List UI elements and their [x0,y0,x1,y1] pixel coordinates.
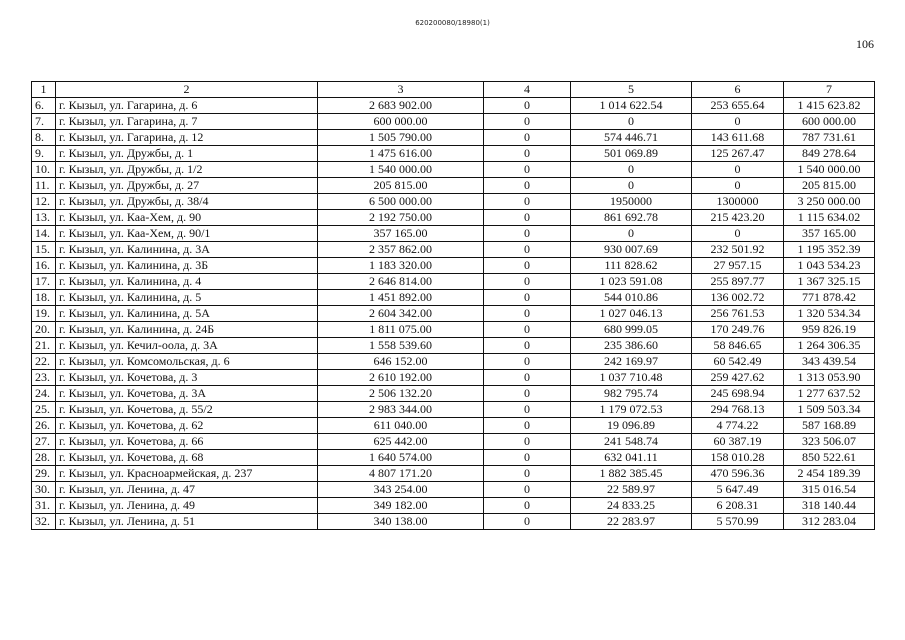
address-cell: г. Кызыл, ул. Калинина, д. 3А [56,242,318,258]
value-col6-cell: 4 774.22 [692,418,784,434]
value-col3-cell: 2 604 342.00 [318,306,484,322]
value-col4-cell: 0 [484,178,571,194]
value-col3-cell: 205 815.00 [318,178,484,194]
value-col3-cell: 2 192 750.00 [318,210,484,226]
value-col6-cell: 215 423.20 [692,210,784,226]
row-number-cell: 32. [32,514,56,530]
value-col3-cell: 1 540 000.00 [318,162,484,178]
table-body [32,98,875,530]
value-col3-cell: 1 811 075.00 [318,322,484,338]
value-col4-cell: 0 [484,450,571,466]
value-col6-cell: 136 002.72 [692,290,784,306]
value-col7-cell: 2 454 189.39 [784,466,875,482]
row-number-cell: 26. [32,418,56,434]
value-col4-cell: 0 [484,258,571,274]
value-col3-cell: 349 182.00 [318,498,484,514]
header-cell: 6 [692,82,784,98]
value-col5-cell: 1 023 591.08 [571,274,692,290]
value-col5-cell: 24 833.25 [571,498,692,514]
row-number-cell: 25. [32,402,56,418]
value-col6-cell: 0 [692,226,784,242]
address-cell: г. Кызыл, ул. Калинина, д. 5А [56,306,318,322]
header-cell: 4 [484,82,571,98]
row-number-cell: 16. [32,258,56,274]
table-row [32,498,875,514]
value-col7-cell: 1 415 623.82 [784,98,875,114]
table-row [32,114,875,130]
value-col5-cell: 1950000 [571,194,692,210]
value-col6-cell: 5 570.99 [692,514,784,530]
value-col4-cell: 0 [484,498,571,514]
table-row [32,370,875,386]
row-number-cell: 20. [32,322,56,338]
value-col7-cell: 318 140.44 [784,498,875,514]
value-col4-cell: 0 [484,386,571,402]
value-col6-cell: 1300000 [692,194,784,210]
row-number-cell: 31. [32,498,56,514]
value-col5-cell: 235 386.60 [571,338,692,354]
value-col6-cell: 0 [692,162,784,178]
row-number-cell: 8. [32,130,56,146]
data-table [31,81,875,530]
page-number: 106 [856,37,874,51]
value-col3-cell: 1 640 574.00 [318,450,484,466]
table-row [32,466,875,482]
row-number-cell: 11. [32,178,56,194]
header-row [32,82,875,98]
value-col5-cell: 242 169.97 [571,354,692,370]
table-row [32,130,875,146]
address-cell: г. Кызыл, ул. Дружбы, д. 27 [56,178,318,194]
table-row [32,194,875,210]
value-col6-cell: 58 846.65 [692,338,784,354]
value-col3-cell: 2 610 192.00 [318,370,484,386]
value-col6-cell: 125 267.47 [692,146,784,162]
address-cell: г. Кызыл, ул. Ленина, д. 51 [56,514,318,530]
value-col3-cell: 611 040.00 [318,418,484,434]
table-row [32,162,875,178]
value-col4-cell: 0 [484,194,571,210]
value-col6-cell: 259 427.62 [692,370,784,386]
address-cell: г. Кызыл, ул. Кочетова, д. 55/2 [56,402,318,418]
address-cell: г. Кызыл, ул. Гагарина, д. 7 [56,114,318,130]
address-cell: г. Кызыл, ул. Кечил-оола, д. 3А [56,338,318,354]
value-col4-cell: 0 [484,370,571,386]
value-col7-cell: 787 731.61 [784,130,875,146]
row-number-cell: 9. [32,146,56,162]
address-cell: г. Кызыл, ул. Дружбы, д. 1/2 [56,162,318,178]
value-col5-cell: 241 548.74 [571,434,692,450]
value-col7-cell: 1 320 534.34 [784,306,875,322]
value-col5-cell: 544 010.86 [571,290,692,306]
row-number-cell: 14. [32,226,56,242]
value-col6-cell: 245 698.94 [692,386,784,402]
table-row [32,306,875,322]
table-row [32,258,875,274]
value-col7-cell: 323 506.07 [784,434,875,450]
value-col4-cell: 0 [484,418,571,434]
address-cell: г. Кызыл, ул. Каа-Хем, д. 90 [56,210,318,226]
value-col4-cell: 0 [484,162,571,178]
row-number-cell: 12. [32,194,56,210]
value-col4-cell: 0 [484,466,571,482]
value-col5-cell: 19 096.89 [571,418,692,434]
value-col7-cell: 1 115 634.02 [784,210,875,226]
value-col4-cell: 0 [484,402,571,418]
table-row [32,434,875,450]
value-col4-cell: 0 [484,226,571,242]
address-cell: г. Кызыл, ул. Дружбы, д. 1 [56,146,318,162]
value-col3-cell: 600 000.00 [318,114,484,130]
row-number-cell: 13. [32,210,56,226]
value-col7-cell: 959 826.19 [784,322,875,338]
value-col4-cell: 0 [484,130,571,146]
header-cell: 7 [784,82,875,98]
table-row [32,226,875,242]
row-number-cell: 27. [32,434,56,450]
value-col6-cell: 0 [692,178,784,194]
value-col5-cell: 1 179 072.53 [571,402,692,418]
address-cell: г. Кызыл, ул. Гагарина, д. 6 [56,98,318,114]
value-col6-cell: 470 596.36 [692,466,784,482]
value-col7-cell: 600 000.00 [784,114,875,130]
value-col7-cell: 1 367 325.15 [784,274,875,290]
table-row [32,418,875,434]
value-col3-cell: 6 500 000.00 [318,194,484,210]
value-col7-cell: 1 264 306.35 [784,338,875,354]
value-col3-cell: 646 152.00 [318,354,484,370]
value-col5-cell: 111 828.62 [571,258,692,274]
value-col6-cell: 256 761.53 [692,306,784,322]
value-col4-cell: 0 [484,322,571,338]
table-row [32,450,875,466]
value-col4-cell: 0 [484,354,571,370]
value-col4-cell: 0 [484,434,571,450]
value-col6-cell: 5 647.49 [692,482,784,498]
value-col4-cell: 0 [484,114,571,130]
value-col5-cell: 0 [571,114,692,130]
value-col3-cell: 2 506 132.20 [318,386,484,402]
value-col5-cell: 1 014 622.54 [571,98,692,114]
value-col4-cell: 0 [484,146,571,162]
table-row [32,338,875,354]
value-col7-cell: 1 509 503.34 [784,402,875,418]
value-col6-cell: 253 655.64 [692,98,784,114]
value-col6-cell: 255 897.77 [692,274,784,290]
address-cell: г. Кызыл, ул. Комсомольская, д. 6 [56,354,318,370]
value-col4-cell: 0 [484,482,571,498]
table-row [32,322,875,338]
value-col3-cell: 4 807 171.20 [318,466,484,482]
value-col4-cell: 0 [484,210,571,226]
value-col7-cell: 343 439.54 [784,354,875,370]
header-cell: 5 [571,82,692,98]
row-number-cell: 24. [32,386,56,402]
value-col3-cell: 1 505 790.00 [318,130,484,146]
value-col5-cell: 501 069.89 [571,146,692,162]
address-cell: г. Кызыл, ул. Кочетова, д. 3А [56,386,318,402]
row-number-cell: 29. [32,466,56,482]
value-col6-cell: 6 208.31 [692,498,784,514]
value-col7-cell: 850 522.61 [784,450,875,466]
value-col3-cell: 625 442.00 [318,434,484,450]
address-cell: г. Кызыл, ул. Калинина, д. 4 [56,274,318,290]
value-col5-cell: 0 [571,178,692,194]
value-col3-cell: 1 558 539.60 [318,338,484,354]
row-number-cell: 10. [32,162,56,178]
row-number-cell: 21. [32,338,56,354]
table-row [32,242,875,258]
value-col5-cell: 632 041.11 [571,450,692,466]
value-col5-cell: 1 037 710.48 [571,370,692,386]
value-col5-cell: 930 007.69 [571,242,692,258]
document-id: 620200080/18980(1) [415,19,490,27]
value-col5-cell: 0 [571,226,692,242]
table-row [32,210,875,226]
value-col3-cell: 2 646 814.00 [318,274,484,290]
table-row [32,146,875,162]
value-col7-cell: 587 168.89 [784,418,875,434]
table-row [32,274,875,290]
address-cell: г. Кызыл, ул. Дружбы, д. 38/4 [56,194,318,210]
value-col4-cell: 0 [484,274,571,290]
table-row [32,482,875,498]
row-number-cell: 23. [32,370,56,386]
address-cell: г. Кызыл, ул. Кочетова, д. 66 [56,434,318,450]
value-col7-cell: 312 283.04 [784,514,875,530]
value-col5-cell: 22 283.97 [571,514,692,530]
row-number-cell: 30. [32,482,56,498]
value-col4-cell: 0 [484,242,571,258]
table-row [32,402,875,418]
address-cell: г. Кызыл, ул. Гагарина, д. 12 [56,130,318,146]
value-col6-cell: 158 010.28 [692,450,784,466]
address-cell: г. Кызыл, ул. Калинина, д. 24Б [56,322,318,338]
row-number-cell: 28. [32,450,56,466]
address-cell: г. Кызыл, ул. Ленина, д. 49 [56,498,318,514]
value-col3-cell: 340 138.00 [318,514,484,530]
value-col5-cell: 574 446.71 [571,130,692,146]
address-cell: г. Кызыл, ул. Кочетова, д. 68 [56,450,318,466]
value-col7-cell: 1 313 053.90 [784,370,875,386]
value-col3-cell: 2 983 344.00 [318,402,484,418]
table-row [32,98,875,114]
value-col5-cell: 1 882 385.45 [571,466,692,482]
row-number-cell: 6. [32,98,56,114]
row-number-cell: 17. [32,274,56,290]
value-col4-cell: 0 [484,290,571,306]
value-col7-cell: 357 165.00 [784,226,875,242]
value-col3-cell: 343 254.00 [318,482,484,498]
address-cell: г. Кызыл, ул. Кочетова, д. 3 [56,370,318,386]
table-row [32,354,875,370]
value-col6-cell: 60 387.19 [692,434,784,450]
address-cell: г. Кызыл, ул. Калинина, д. 3Б [56,258,318,274]
header-cell: 1 [32,82,56,98]
value-col7-cell: 771 878.42 [784,290,875,306]
table-row [32,386,875,402]
value-col6-cell: 0 [692,114,784,130]
value-col7-cell: 1 195 352.39 [784,242,875,258]
value-col5-cell: 680 999.05 [571,322,692,338]
value-col7-cell: 315 016.54 [784,482,875,498]
address-cell: г. Кызыл, ул. Каа-Хем, д. 90/1 [56,226,318,242]
value-col6-cell: 60 542.49 [692,354,784,370]
value-col6-cell: 143 611.68 [692,130,784,146]
value-col6-cell: 294 768.13 [692,402,784,418]
value-col5-cell: 1 027 046.13 [571,306,692,322]
value-col6-cell: 170 249.76 [692,322,784,338]
value-col7-cell: 1 540 000.00 [784,162,875,178]
value-col7-cell: 3 250 000.00 [784,194,875,210]
value-col3-cell: 1 475 616.00 [318,146,484,162]
value-col7-cell: 1 043 534.23 [784,258,875,274]
table-row [32,178,875,194]
table-row [32,290,875,306]
value-col6-cell: 232 501.92 [692,242,784,258]
row-number-cell: 19. [32,306,56,322]
address-cell: г. Кызыл, ул. Кочетова, д. 62 [56,418,318,434]
value-col3-cell: 357 165.00 [318,226,484,242]
value-col6-cell: 27 957.15 [692,258,784,274]
value-col5-cell: 0 [571,162,692,178]
value-col3-cell: 1 183 320.00 [318,258,484,274]
value-col4-cell: 0 [484,338,571,354]
value-col5-cell: 982 795.74 [571,386,692,402]
address-cell: г. Кызыл, ул. Ленина, д. 47 [56,482,318,498]
value-col7-cell: 1 277 637.52 [784,386,875,402]
address-cell: г. Кызыл, ул. Калинина, д. 5 [56,290,318,306]
value-col3-cell: 2 357 862.00 [318,242,484,258]
value-col5-cell: 861 692.78 [571,210,692,226]
table-row [32,514,875,530]
value-col4-cell: 0 [484,98,571,114]
value-col3-cell: 1 451 892.00 [318,290,484,306]
row-number-cell: 7. [32,114,56,130]
value-col4-cell: 0 [484,306,571,322]
address-cell: г. Кызыл, ул. Красноармейская, д. 237 [56,466,318,482]
value-col4-cell: 0 [484,514,571,530]
value-col7-cell: 205 815.00 [784,178,875,194]
header-cell: 3 [318,82,484,98]
value-col7-cell: 849 278.64 [784,146,875,162]
row-number-cell: 22. [32,354,56,370]
header-cell: 2 [56,82,318,98]
row-number-cell: 18. [32,290,56,306]
row-number-cell: 15. [32,242,56,258]
value-col3-cell: 2 683 902.00 [318,98,484,114]
value-col5-cell: 22 589.97 [571,482,692,498]
